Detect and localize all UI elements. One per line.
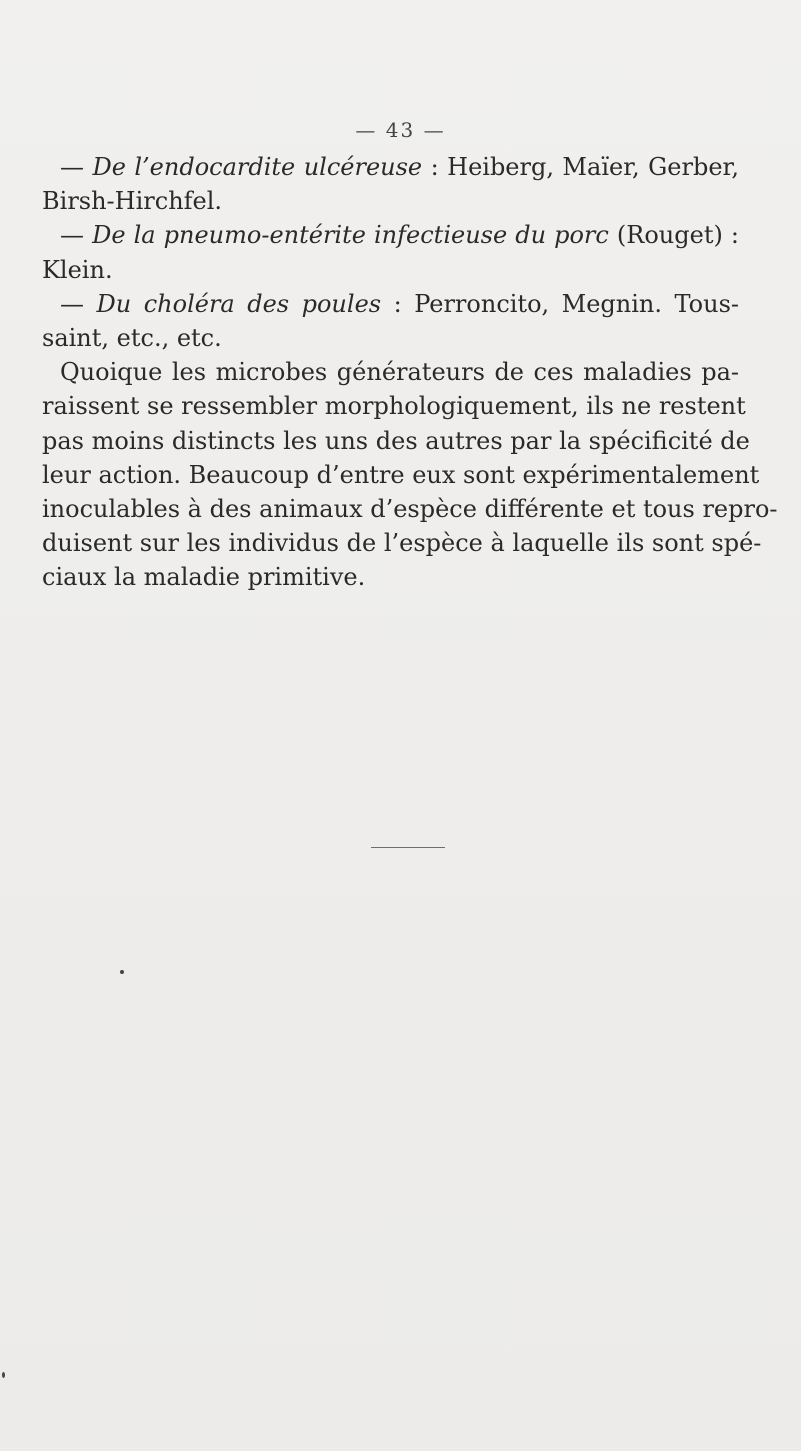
- text-line: [42, 150, 739, 184]
- text-line: Klein.: [42, 255, 113, 284]
- text-line: [42, 287, 739, 321]
- italic-heading: Du choléra des poules: [96, 289, 382, 318]
- line-rest: : Heiberg, Maïer, Gerber,: [422, 153, 739, 181]
- italic-heading: De la pneumo-entérite infectieuse du porc: [92, 221, 609, 250]
- text-line: [42, 218, 739, 252]
- em-dash: —: [60, 221, 84, 250]
- text-line: saint, etc., etc.: [42, 324, 222, 353]
- text-line: leur action. Beaucoup d’entre eux sont expérimentalement: [42, 460, 760, 489]
- section-rule: [371, 847, 445, 848]
- text-line: duisent sur les individus de l’espèce à laquelle ils sont spé-: [42, 529, 762, 558]
- ink-speck: [120, 970, 124, 974]
- ink-speck: [2, 1372, 5, 1378]
- em-dash: —: [60, 289, 84, 318]
- text-line: inoculables à des animaux d’espèce différente et tous repro-: [42, 495, 778, 524]
- text-line: Quoique les microbes générateurs de ces maladies pa-: [60, 358, 739, 387]
- text-line: raissent se ressembler morphologiquement, ils ne restent: [42, 392, 746, 421]
- text-line: ciaux la maladie primitive.: [42, 563, 366, 592]
- line-rest: : Perroncito, Megnin. Tous-: [381, 289, 739, 318]
- text-line: pas moins distincts les uns des autres par la spécificité de: [42, 426, 750, 455]
- italic-heading: De l’endocardite ulcéreuse: [92, 153, 423, 181]
- text-line: Birsh-Hirchfel.: [42, 187, 223, 216]
- em-dash: —: [60, 153, 84, 181]
- body-text: [42, 150, 778, 595]
- line-rest: (Rouget) :: [608, 221, 739, 250]
- page-number: — 43 —: [355, 118, 446, 142]
